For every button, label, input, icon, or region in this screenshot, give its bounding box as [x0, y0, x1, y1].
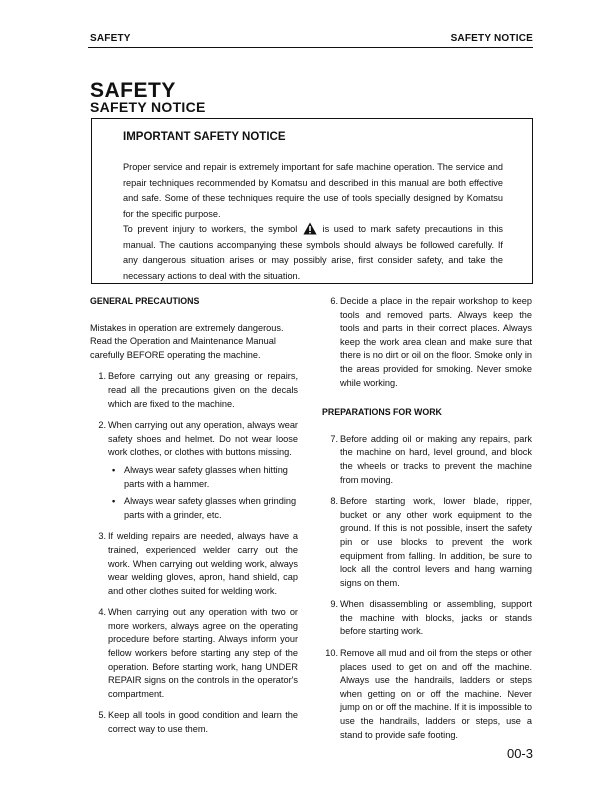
page-title: SAFETY: [90, 79, 176, 102]
general-intro: Mistakes in operation are extremely dangerous. Read the Operation and Maintenance Manual carefully BEFORE operating the machine.: [90, 322, 284, 360]
item-number: 6.: [330, 296, 338, 306]
item-text: If welding repairs are needed, always have a trained, experienced welder carry out the work. When carrying out welding work, always wear welding gloves, apron, hand shield, cap and other clothes suited for welding work.: [108, 531, 298, 596]
list-item: [90, 530, 298, 598]
running-header-right: SAFETY NOTICE: [450, 33, 533, 44]
item-number: 5.: [98, 710, 106, 721]
list-item: [90, 606, 298, 701]
header-rule: [88, 47, 533, 48]
bullet-item: [108, 464, 298, 491]
bullet-icon: •: [112, 464, 116, 475]
list-item: [90, 419, 298, 522]
item-number: 10.: [325, 648, 338, 659]
list-item: [322, 495, 532, 590]
general-precautions-heading: GENERAL PRECAUTIONS: [90, 296, 200, 306]
item-text: Keep all tools in good condition and learn the correct way to use them.: [108, 710, 298, 735]
running-header-left: SAFETY: [90, 33, 131, 44]
item-number: 4.: [98, 607, 106, 618]
notice-paragraph-2: [123, 222, 503, 284]
preparations-heading: PREPARATIONS FOR WORK: [322, 407, 442, 418]
item-text: Decide a place in the repair workshop to keep tools and removed parts. Always keep the tools and parts in their correct places. Always keep the work area clean and make sure that there is no dirt or oil on the floor. Smoke only in the areas provided for smoking. Never smoke while working.: [340, 296, 532, 388]
list-item: [322, 295, 532, 390]
list-item: [322, 647, 532, 742]
page-number: 00-3: [506, 746, 533, 761]
item-number: 3.: [98, 531, 106, 542]
page-subtitle: SAFETY NOTICE: [90, 99, 206, 115]
item-text: When carrying out any operation, always wear safety shoes and helmet. Do not wear loose work clothes, or clothes with buttons missing.: [108, 420, 298, 458]
important-notice-box: [91, 118, 533, 284]
item-number: 2.: [98, 420, 106, 431]
item-text: When carrying out any operation with two or more workers, always agree on the operating procedure before starting. Always inform your fellow workers before starting any step of the operation. Before starting work, hang UNDER REPAIR signs on the controls in the operator's compartment.: [108, 607, 298, 699]
item-number: 7.: [330, 433, 338, 444]
bullet-item: [108, 495, 298, 522]
bullet-text: Always wear safety glasses when grinding parts with a grinder, etc.: [124, 496, 297, 520]
notice-paragraph-1: Proper service and repair is extremely important for safe machine operation. The service and repair techniques recommended by Komatsu and described in this manual are both effective and safe. Some of these techniques require the use of tools specially designed by Komatsu for the specific purpose.: [123, 162, 503, 219]
item-text: When disassembling or assembling, support the machine with blocks, jacks or stands before starting work.: [340, 599, 532, 637]
item-number: 9.: [330, 599, 338, 610]
list-item: [322, 598, 532, 639]
list-item: [90, 370, 298, 411]
notice-p2-before: To prevent injury to workers, the symbol: [123, 224, 298, 234]
bullet-icon: •: [112, 496, 116, 507]
left-column: [90, 295, 298, 745]
right-column: [322, 295, 532, 750]
bullet-text: Always wear safety glasses when hitting parts with a hammer.: [124, 464, 288, 489]
notice-p2-after: is used to mark safety precautions in this manual. The cautions accompanying these symbols should always be followed carefully. If any dangerous situation arises or may possibly arise, first consider safety, and take the necessary actions to deal with the situation.: [123, 224, 503, 281]
item-number: 8.: [330, 496, 338, 507]
list-item: [322, 433, 532, 487]
item-text: Before starting work, lower blade, ripper, bucket or any other work equipment to the ground. If this is not possible, insert the safety pin or use blocks to prevent the work equipment from falling. In addition, be sure to lock all the control levers and hang warning signs on them.: [340, 496, 532, 588]
item-text: Before carrying out any greasing or repairs, read all the precautions given on the decals which are fixed to the machine.: [108, 371, 298, 409]
item-text: Remove all mud and oil from the steps or other places used to get on and off the machine. Always use the handrails, ladders or steps when getting on or off the machine. Never jump on or off the machine. If it is impossible to use the handrails, ladders or steps, use a stand to provide safe footing.: [340, 648, 532, 740]
notice-heading: IMPORTANT SAFETY NOTICE: [123, 131, 286, 143]
list-item: [90, 709, 298, 736]
item-number: 1.: [98, 371, 106, 382]
item-text: Before adding oil or making any repairs, park the machine on hard, level ground, and block the wheels or tracks to prevent the machine from moving.: [340, 433, 532, 485]
warning-triangle-icon: [303, 222, 317, 235]
